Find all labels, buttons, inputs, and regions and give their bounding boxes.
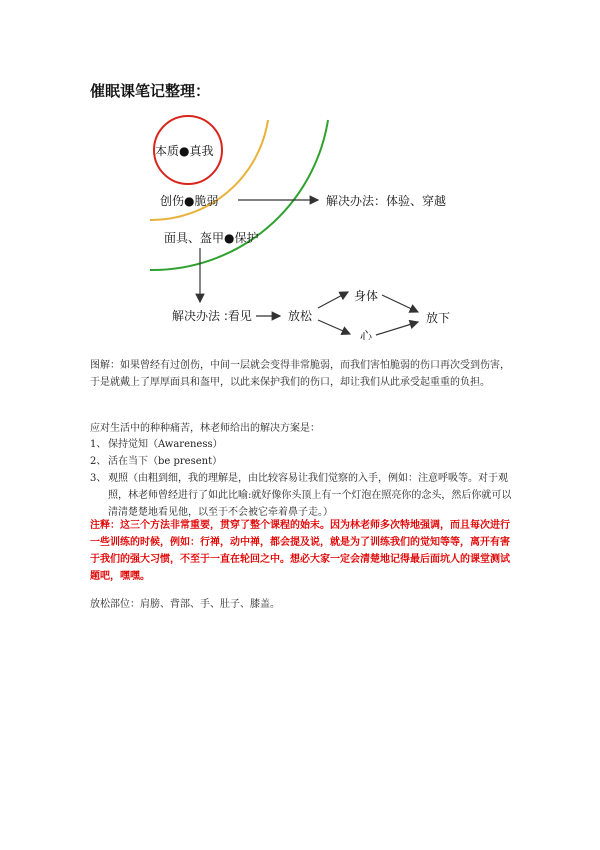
note-paragraph: 注释：这三个方法非常重要，贯穿了整个课程的始末。因为林老师多次特地强调，而且每次进行一些训练的时候，例如：行禅，动中禅，都会提及说，就是为了训练我们的觉知等等，离开有害于我们的强大习惯，不至于一直在轮回之中。想必大家一定会清楚地记得最后面坑人的课堂测试题吧，嘿嘿。 [90,520,510,582]
relax-parts-paragraph: 放松部位：肩膀、背部、手、肚子、膝盖。 [90,599,280,610]
label-armor: 面具、盔甲●保护 [164,231,259,245]
concept-diagram [150,110,470,340]
label-wound: 创伤●脆弱 [160,194,219,208]
list-number: 3、 [90,473,107,484]
list-item [90,470,520,521]
list-text: 活在当下（be present） [108,456,223,467]
label-solution-right: 解决办法：体验、穿越 [326,194,447,208]
list-text: 观照（由粗到细，我的理解是，由比较容易让我们觉察的入手，例如：注意呼吸等。对于观照，林老师曾经进行了如此比喻:就好像你头顶上有一个灯泡在照亮你的念头，然后你就可以清清楚楚地看见他，以至于不会被它牵着鼻子走。） [108,473,512,518]
caption-paragraph: 图解：如果曾经有过创伤，中间一层就会变得非常脆弱，而我们害怕脆弱的伤口再次受到伤害，于是就戴上了厚厚面具和盔甲，以此来保护我们的伤口，却让我们从此承受起重重的负担。 [90,360,510,388]
label-heart: 心 [360,329,373,340]
arrow-heart-to-let-go [376,322,418,335]
arrow-relax-to-body [318,292,348,308]
list-text: 保持觉知（Awareness） [108,439,223,450]
label-let-go: 放下 [426,311,451,325]
label-body: 身体 [354,289,379,303]
solution-list [90,436,520,521]
label-solution-bottom: 解决办法 :看见 [172,309,252,323]
list-number: 2、 [90,456,107,467]
label-core: 本质●真我 [155,144,214,158]
list-item [90,436,520,453]
arrow-body-to-let-go [382,295,418,312]
label-relax: 放松 [288,309,313,323]
intro-paragraph: 应对生活中的种种痛苦，林老师给出的解决方案是： [90,423,320,434]
arrow-relax-to-heart [318,320,350,334]
list-item [90,453,520,470]
page-title: 催眠课笔记整理： [90,82,211,100]
list-number: 1、 [90,439,107,450]
